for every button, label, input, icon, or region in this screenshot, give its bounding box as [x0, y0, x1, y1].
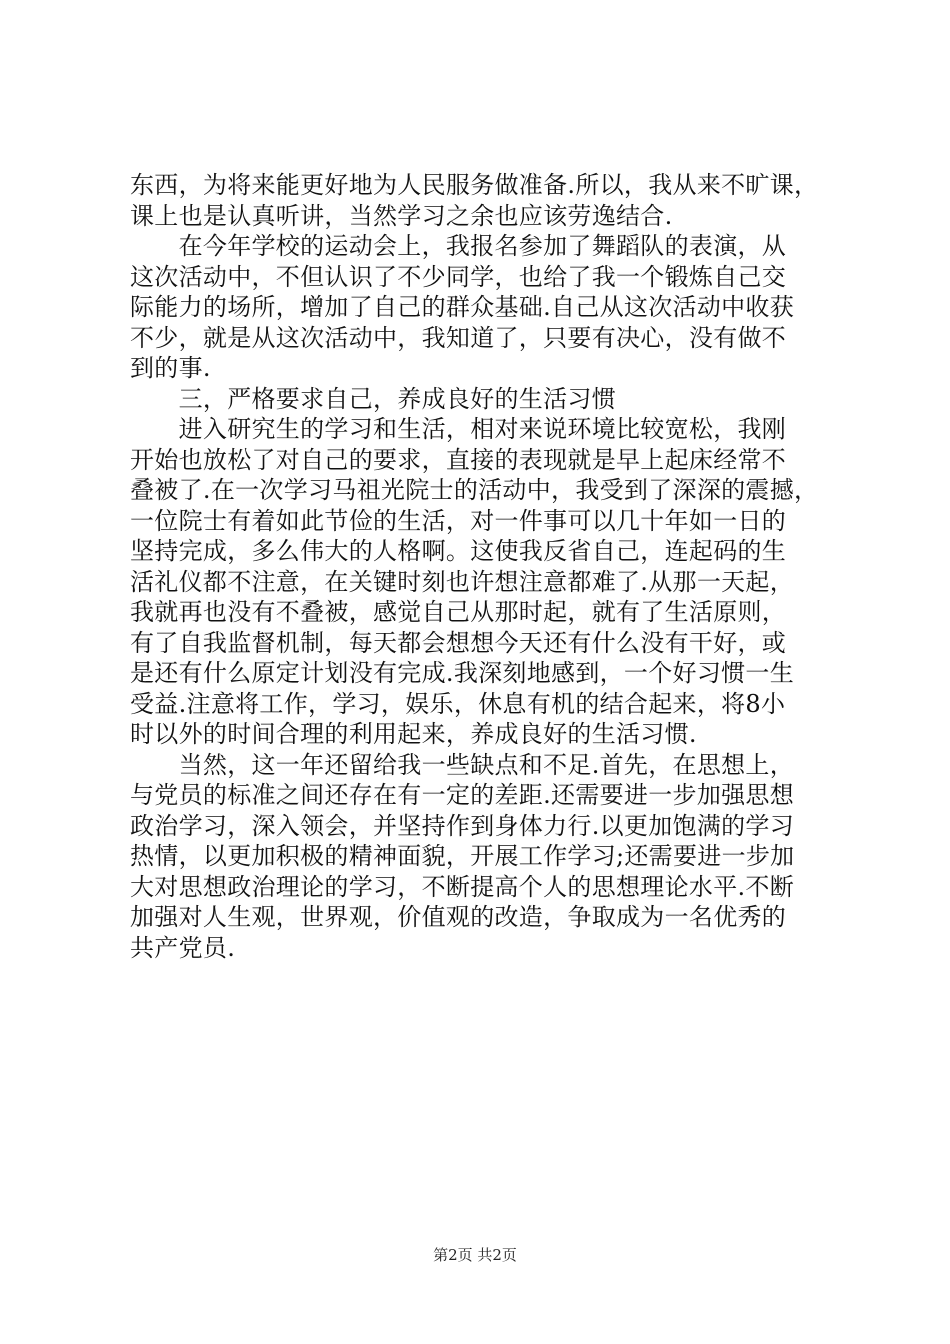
- text-line: 课上也是认真听讲，当然学习之余也应该劳逸结合.: [130, 201, 673, 230]
- page-number: 第2页 共2页: [433, 1246, 517, 1264]
- text-line: 一位院士有着如此节俭的生活，对一件事可以几十年如一日的: [130, 506, 787, 535]
- text-line: 不少，就是从这次活动中，我知道了，只要有决心，没有做不: [130, 323, 787, 352]
- text-line: 共产党员.: [130, 933, 236, 962]
- text-line: 热情，以更加积极的精神面貌，开展工作学习;还需要进一步加: [130, 842, 795, 870]
- text-line: 加强对人生观，世界观，价值观的改造，争取成为一名优秀的: [130, 903, 787, 931]
- text-line: 有了自我监督机制，每天都会想想今天还有什么没有干好，或: [130, 628, 787, 657]
- text-line: 叠被了.在一次学习马祖光院士的活动中，我受到了深深的震撼，: [130, 476, 819, 504]
- text-line: 我就再也没有不叠被，感觉自己从那时起，就有了生活原则，: [130, 598, 787, 626]
- text-line: 进入研究生的学习和生活，相对来说环境比较宽松，我刚: [130, 415, 787, 443]
- text-line: 受益.注意将工作，学习，娱乐，休息有机的结合起来，将8小: [130, 689, 786, 718]
- text-line: 政治学习，深入领会，并坚持作到身体力行.以更加饱满的学习: [130, 811, 795, 840]
- body-text: [130, 170, 830, 963]
- text-line: 在今年学校的运动会上，我报名参加了舞蹈队的表演，从: [130, 232, 787, 260]
- text-line: 与党员的标准之间还存在有一定的差距.还需要进一步加强思想: [130, 781, 795, 809]
- text-line: 际能力的场所，增加了自己的群众基础.自己从这次活动中收获: [130, 293, 795, 321]
- text-line: 是还有什么原定计划没有完成.我深刻地感到，一个好习惯一生: [130, 659, 795, 687]
- text-line: 东西，为将来能更好地为人民服务做准备.所以，我从来不旷课，: [130, 171, 819, 199]
- text-line: 活礼仪都不注意，在关键时刻也许想注意都难了.从那一天起，: [130, 567, 795, 596]
- text-line: 大对思想政治理论的学习，不断提高个人的思想理论水平.不断: [130, 872, 795, 901]
- section-heading: 三，严格要求自己，养成良好的生活习惯: [130, 384, 616, 413]
- text-line: 坚持完成，多么伟大的人格啊。这使我反省自己，连起码的生: [130, 537, 787, 565]
- text-line: 时以外的时间合理的利用起来，养成良好的生活习惯.: [130, 720, 697, 748]
- text-line: 当然，这一年还留给我一些缺点和不足.首先，在思想上，: [130, 750, 795, 779]
- text-line: 开始也放松了对自己的要求，直接的表现就是早上起床经常不: [130, 445, 787, 474]
- text-line: 这次活动中，不但认识了不少同学，也给了我一个锻炼自己交: [130, 262, 787, 291]
- text-line: 到的事.: [130, 354, 211, 382]
- page-footer: [0, 1244, 950, 1265]
